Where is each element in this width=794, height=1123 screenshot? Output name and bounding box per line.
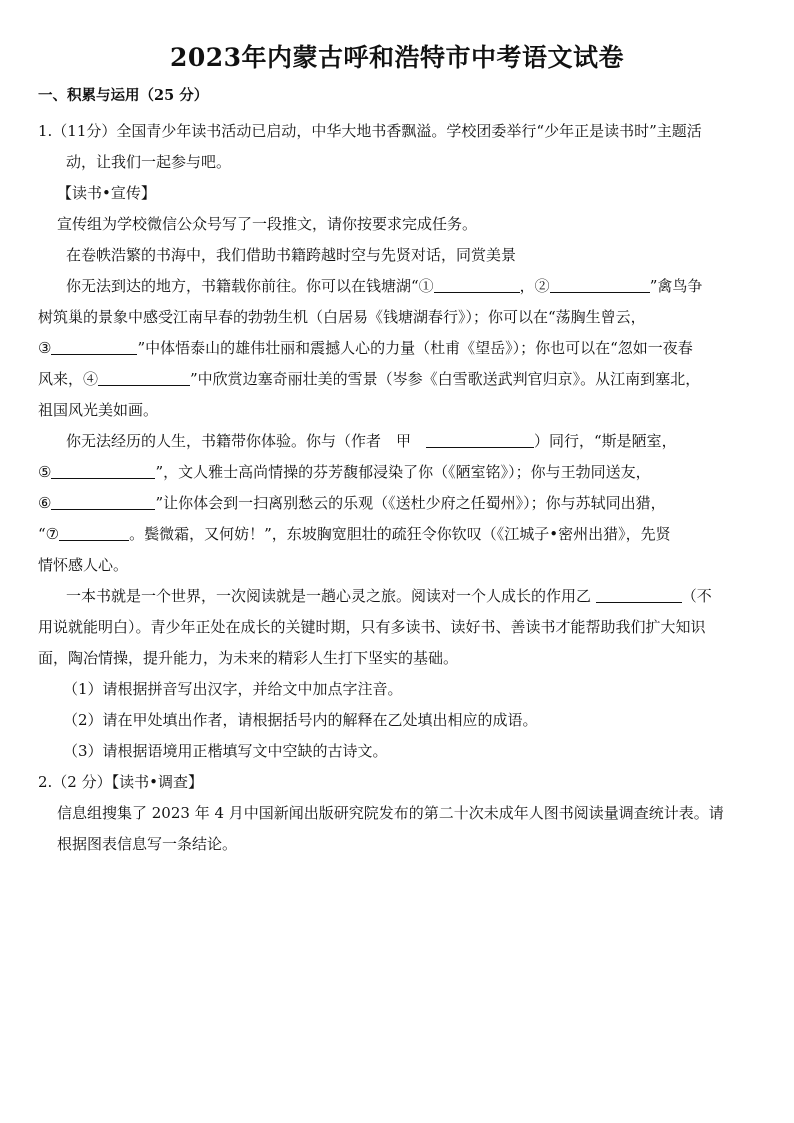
blank-6[interactable] <box>51 491 155 510</box>
reading-tag: 【读书•宣传】 <box>57 184 156 202</box>
blank-7[interactable] <box>59 522 129 541</box>
exam-content <box>38 116 756 860</box>
exam-title: 2023年内蒙古呼和浩特市中考语文试卷 <box>169 43 625 72</box>
blank-3[interactable] <box>51 336 137 355</box>
passage-p1-line4: 风来，④ ”中欣赏边塞奇丽壮美的雪景（岑参《白雪歌送武判官归京》。从江南到塞北， <box>38 364 756 395</box>
passage-p3-line2: 用说就能明白）。青少年正处在成长的关键时期，只有多读书、读好书、善读书才能帮助我们扩大知识 <box>38 618 706 636</box>
task-intro: 宣传组为学校微信公众号写了一段推文，请你按要求完成任务。 <box>57 215 478 233</box>
passage-p1-line2: 树筑巢的景象中感受江南早春的勃勃生机（白居易《钱塘湖春行》）；你可以在“荡胸生曾云， <box>38 308 646 326</box>
passage-p1-line3: ③ ”中体悟泰山的雄伟壮丽和震撼人心的力量（杜甫《望岳》）；你也可以在“忽如一夜春 <box>38 333 756 364</box>
passage-p1-line5: 祖国风光美如画。 <box>38 401 159 419</box>
section-heading: 一、积累与运用（25 分） <box>38 87 209 104</box>
blank-2[interactable] <box>550 274 650 293</box>
sub-question-1: （1）请根据拼音写出汉字，并给文中加点字注音。 <box>63 680 403 698</box>
blank-idiom[interactable] <box>596 584 682 603</box>
blank-4[interactable] <box>98 367 190 386</box>
question-2-text-line1: 信息组搜集了 2023 年 4 月中国新闻出版研究院发布的第二十次未成年人图书阅读量调查统计表。请 <box>57 804 724 822</box>
passage-p3-line1: 一本书就是一个世界，一次阅读就是一趟心灵之旅。阅读对一个人成长的作用乙 （不 <box>38 581 756 612</box>
question-2-text-line2: 根据图表信息写一条结论。 <box>57 835 238 853</box>
passage-opening: 在卷帙浩繁的书海中，我们借助书籍跨越时空与先贤对话，同赏美景 <box>66 246 517 264</box>
question-2-stem: 2.（2 分）【读书•调查】 <box>38 773 203 791</box>
question-1-stem-cont: 动，让我们一起参与吧。 <box>66 153 232 171</box>
passage-p2-line4: “⑦ 。鬓微霜，又何妨！”，东坡胸宽胆壮的疏狂令你钦叹（《江城子•密州出猎》，先贤 <box>38 519 756 550</box>
question-1-stem: 1.（11分）全国青少年读书活动已启动，中华大地书香飘溢。学校团委举行“少年正是读书时”主题活 <box>38 122 702 140</box>
sub-question-3: （3）请根据语境用正楷填写文中空缺的古诗文。 <box>63 742 388 760</box>
passage-p2-line1: 你无法经历的人生，书籍带你体验。你与（作者 甲 ）同行，“斯是陋室， <box>38 426 756 457</box>
blank-author[interactable] <box>426 429 534 448</box>
passage-p1-line1: 你无法到达的地方，书籍载你前往。你可以在钱塘湖“① ，② ”禽鸟争 <box>38 271 756 302</box>
passage-p2-line3: ⑥ ”让你体会到一扫离别愁云的乐观（《送杜少府之任蜀州》）；你与苏轼同出猎， <box>38 488 756 519</box>
blank-1[interactable] <box>434 274 520 293</box>
passage-p3-line3: 面，陶冶情操，提升能力，为未来的精彩人生打下坚实的基础。 <box>38 649 459 667</box>
sub-question-2: （2）请在甲处填出作者，请根据括号内的解释在乙处填出相应的成语。 <box>63 711 538 729</box>
blank-5[interactable] <box>51 460 155 479</box>
passage-p2-line2: ⑤ ”，文人雅士高尚情操的芬芳馥郁浸染了你（《陋室铭》）；你与王勃同送友， <box>38 457 756 488</box>
passage-p2-line5: 情怀感人心。 <box>38 556 129 574</box>
